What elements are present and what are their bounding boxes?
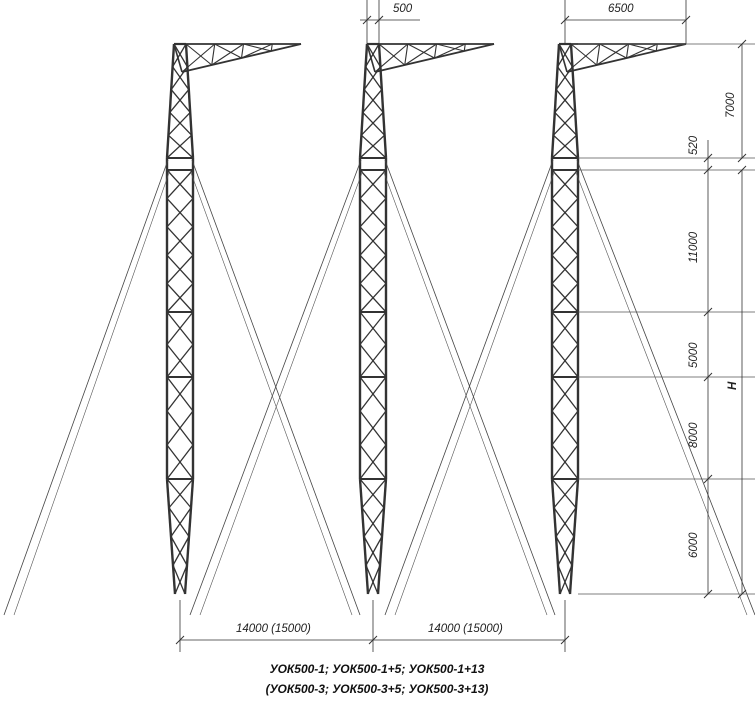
lattice-brace (363, 112, 385, 135)
cross-arm-vertical (212, 44, 215, 65)
tower-chord (167, 44, 174, 158)
cross-arm-vertical (627, 44, 629, 58)
dim-head-height-label: 7000 (725, 92, 737, 118)
guy-wire-left (395, 170, 555, 615)
guy-wire-left (4, 160, 168, 615)
lattice-brace (362, 508, 382, 537)
lattice-brace (168, 135, 193, 158)
guy-wire-right (383, 170, 547, 615)
cross-arm-diagonal (437, 44, 465, 51)
caption-line-2: (УОК500-3; УОК500-3+5; УОК500-3+13) (265, 682, 489, 696)
lattice-brace (171, 508, 191, 537)
lattice-brace (362, 479, 386, 508)
guy-wire-right (190, 170, 352, 615)
lattice-brace (168, 112, 190, 135)
cross-arm-diagonal (600, 44, 627, 58)
lattice-brace (556, 90, 575, 113)
cross-arm-diagonal (571, 44, 597, 65)
cross-arm-diagonal (244, 44, 272, 51)
cross-arm-vertical (435, 44, 437, 58)
lattice-brace (552, 135, 577, 158)
dim-arm-length-label: 6500 (608, 3, 634, 15)
guy-wire-right (575, 170, 747, 615)
guy-wires (4, 160, 755, 615)
lattice-brace (554, 479, 578, 508)
cross-arm-diagonal (629, 44, 657, 51)
dim-base-right-label: 14000 (15000) (428, 623, 503, 635)
tower-left (167, 44, 301, 594)
cross-arm-diagonal (271, 44, 301, 51)
dim-joint-label: 520 (688, 135, 700, 155)
lattice-brace (171, 67, 187, 90)
lattice-brace (556, 67, 572, 90)
lattice-brace (553, 112, 575, 135)
tower-middle (360, 44, 494, 594)
dim-top-offset-label: 500 (393, 3, 413, 15)
dim-base-left-label: 14000 (15000) (236, 623, 311, 635)
lattice-brace (169, 479, 193, 508)
lattice-brace (170, 90, 189, 113)
cross-arm-diagonal (464, 44, 494, 51)
lattice-brace (556, 508, 576, 537)
tower-chord (552, 44, 559, 158)
dim-section-3-label: 8000 (688, 422, 700, 448)
cross-arm-diagonal (656, 44, 686, 51)
tower-chord (379, 44, 386, 158)
lattice-brace (361, 135, 386, 158)
guy-wire-left (14, 170, 170, 615)
cross-arm-post (559, 44, 567, 72)
cross-arm-diagonal (379, 44, 405, 65)
tower-chord (360, 44, 367, 158)
dim-total-height-label: H (727, 381, 739, 390)
tower-right (552, 44, 686, 594)
lattice-brace (167, 135, 192, 158)
lattice-brace (555, 90, 574, 113)
lattice-brace (363, 90, 382, 113)
towers-layer (167, 44, 686, 594)
cross-arm-vertical (405, 44, 408, 65)
dim-section-2-label: 5000 (688, 342, 700, 368)
lattice-brace (167, 479, 191, 508)
guy-wire-left (190, 160, 361, 615)
lattice-brace (169, 508, 189, 537)
tower-chord (186, 44, 193, 158)
lattice-brace (360, 135, 385, 158)
tower-chord (571, 44, 578, 158)
guy-wire-left (200, 170, 363, 615)
dimension-lines (176, 0, 755, 652)
lattice-brace (364, 508, 384, 537)
cross-arm-vertical (242, 44, 244, 58)
cross-arm-diagonal (186, 44, 212, 65)
lattice-brace (555, 112, 577, 135)
lattice-brace (171, 90, 190, 113)
dim-section-4-label: 6000 (688, 532, 700, 558)
guy-wire-right (192, 160, 360, 615)
lattice-brace (361, 112, 383, 135)
caption-line-1: УОК500-1; УОК500-1+5; УОК500-1+13 (269, 662, 485, 676)
cross-arm-diagonal (215, 44, 242, 58)
lattice-brace (364, 90, 383, 113)
lattice-brace (364, 67, 380, 90)
lattice-brace (553, 135, 578, 158)
lattice-brace (554, 508, 574, 537)
cross-arm-post (367, 44, 375, 72)
lattice-brace (360, 479, 384, 508)
cross-arm-diagonal (408, 44, 435, 58)
cross-arm-vertical (597, 44, 600, 65)
lattice-brace (170, 112, 192, 135)
cross-arm-post (174, 44, 182, 72)
dim-section-1-label: 11000 (688, 231, 700, 263)
lattice-brace (552, 479, 576, 508)
